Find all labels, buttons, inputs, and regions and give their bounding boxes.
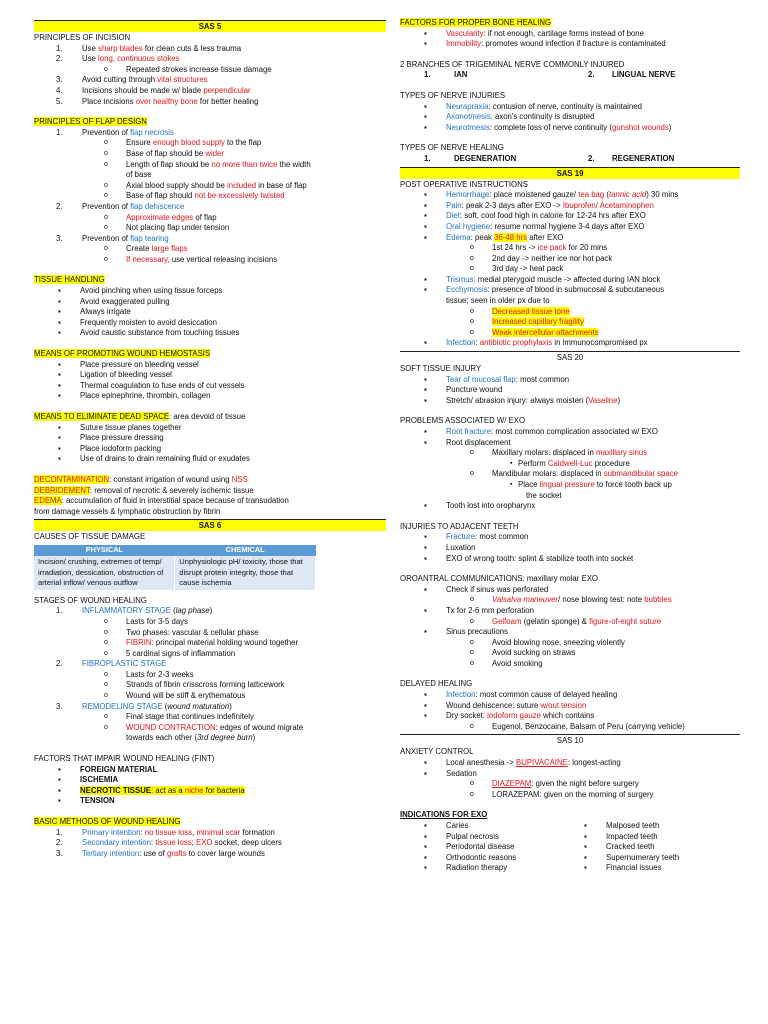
- postop-diet: ▪ Diet: soft, cool food high in calorie for 12-24 hrs after EXO: [400, 211, 740, 222]
- indication-item: ▪ Caries: [400, 821, 560, 832]
- soft-item-2: ▪ Puncture wound: [400, 385, 740, 396]
- heading-anxiety: ANXIETY CONTROL: [400, 747, 474, 757]
- trigeminal-row: 1. IAN 2. LINGUAL NERVE: [424, 70, 676, 80]
- stage-2: 2. FIBROPLASTIC STAGE: [56, 659, 167, 669]
- deadspace-item: ▪ Use of drains to drain remaining fluid or exudates: [34, 454, 386, 465]
- bone-item-1: ▪ Vascularity: if not enough, cartilage forms instead of bone: [400, 29, 740, 40]
- postop-ecchymosis-cont: tissue; seen in older px due to: [446, 296, 550, 306]
- hemostasis-item: ▪ Ligation of bleeding vessel: [34, 370, 386, 381]
- section-bar-sas20: SAS 20: [400, 351, 740, 363]
- nerve-injury-3: ▪ Neurotmesis: complete loss of nerve continuity (gunshot wounds): [400, 123, 740, 134]
- section-bar-sas10: SAS 10: [400, 734, 740, 746]
- flap-item-1b: o Base of flap should be wider: [34, 149, 386, 160]
- problem-maxillary: o Maxillary molars: displaced in maxillary sinus: [400, 448, 740, 459]
- ecchymosis-cause-2: o Increased capillary fragility: [400, 317, 740, 328]
- postop-ecchymosis: ▪ Ecchymosis: presence of blood in submucosal & subcutaneous: [400, 285, 740, 296]
- tissue-damage-table: [34, 545, 316, 590]
- heading-wound-healing: STAGES OF WOUND HEALING: [34, 595, 147, 605]
- hemostasis-item: ▪ Thermal coagulation to fuse ends of cut vessels: [34, 381, 386, 392]
- flap-item-1c: o Length of flap should be no more than twice the width: [34, 160, 386, 171]
- problem-mandibular-tx: ▪ Place lingual pressure to force tooth back up: [400, 480, 740, 491]
- impair-necrotic: ▪ NECROTIC TISSUE: act as a niche for bacteria: [34, 786, 386, 797]
- stage-3b: o WOUND CONTRACTION: edges of wound migrate: [34, 723, 386, 734]
- ecchymosis-cause-3: o Weak intercellular attachments: [400, 328, 740, 339]
- flap-item-2a: o Approximate edges of flap: [34, 213, 386, 224]
- section-bar-sas6: SAS 6: [34, 519, 386, 531]
- nerve-lingual: LINGUAL NERVE: [612, 70, 676, 80]
- deadspace-item: ▪ Place pressure dressing: [34, 433, 386, 444]
- flap-item-3b: o If necessary, use vertical releasing incisions: [34, 255, 386, 266]
- dry-socket-contents: o Eugenol, Benzocaine, Balsam of Peru (carrying vehicle): [400, 722, 740, 733]
- incision-item-2a: o Repeated strokes increase tissue damage: [34, 65, 386, 76]
- section-bar-sas5: SAS 5: [34, 20, 386, 32]
- delayed-dry-socket: ▪ Dry socket: iodoform gauze which contains: [400, 711, 740, 722]
- cell-physical: Incision/ crushing, extremes of temp/ irradiation, dessication, obstruction of arterial inflow/ venous outflow: [34, 556, 175, 590]
- delayed-dehiscence: ▪ Wound dehiscence: suture w/out tension: [400, 701, 740, 712]
- indication-item: ▪ Orthodontic reasons: [400, 853, 560, 864]
- nerve-ian: IAN: [454, 70, 468, 80]
- heading-flap-design: PRINCIPLES OF FLAP DESIGN: [34, 117, 147, 127]
- heading-adjacent: INJURIES TO ADJACENT TEETH: [400, 521, 519, 531]
- heading-incision: PRINCIPLES OF INCISION: [34, 33, 131, 42]
- incision-item-2: 2. Use long, continuous stokes: [56, 54, 180, 64]
- handling-item: ▪ Always irrigate: [34, 307, 386, 318]
- incision-item-4: 4. Incisions should be made w/ blade perpendicular: [56, 85, 251, 95]
- stage-1a: o Lasts for 3-5 days: [34, 617, 386, 628]
- flap-item-3a: o Create large flaps: [34, 244, 386, 255]
- col-physical: PHYSICAL: [34, 545, 175, 556]
- heading-indications: INDICATIONS FOR EXO: [400, 810, 488, 820]
- postop-hemorrhage: ▪ Hemorrhage: place moistened gauze/ tea bag (tannic acid) 30 mins: [400, 190, 740, 201]
- incision-item-3: 3. Avoid cutting through vital structures: [56, 75, 208, 85]
- edema-day-1: o 1st 24 hrs -> ice pack for 20 mins: [400, 243, 740, 254]
- adjacent-fracture: ▪ Fracture: most common: [400, 532, 740, 543]
- incision-item-1: 1. Use sharp blades for clean cuts & less trauma: [56, 43, 242, 53]
- stage-1: 1. INFLAMMATORY STAGE (lag phase): [56, 606, 213, 616]
- adjacent-wrong-tooth: ▪ EXO of wrong tooth: splint & stabilize tooth into socket: [400, 554, 740, 565]
- indication-item: ▪ Cracked teeth: [560, 842, 720, 853]
- heading-soft-tissue: SOFT TISSUE INJURY: [400, 364, 482, 374]
- stage-1c: o FIBRIN: principal material holding wound together: [34, 638, 386, 649]
- heading-postop: POST OPERATIVE INSTRUCTIONS: [400, 179, 528, 189]
- def-edema-cont: from damage vessels & lymphatic obstruction by fibrin: [34, 506, 221, 516]
- flap-item-1d: o Axial blood supply should be included in base of flap: [34, 181, 386, 192]
- handling-item: ▪ Avoid caustic substance from touching tissues: [34, 328, 386, 339]
- indication-item: ▪ Pulpal necrosis: [400, 832, 560, 843]
- heading-hemostasis: MEANS OF PROMOTING WOUND HEMOSTASIS: [34, 349, 211, 359]
- def-edema: EDEMA: accumulation of fluid in interstitial space because of transudation: [34, 496, 289, 506]
- flap-item-2b: o Not placing flap under tension: [34, 223, 386, 234]
- impair-tension: ▪ TENSION: [34, 796, 386, 807]
- problem-root-displacement: ▪ Root displacement: [400, 438, 740, 449]
- indication-item: ▪ Radiation therapy: [400, 863, 560, 874]
- heading-delayed: DELAYED HEALING: [400, 679, 473, 689]
- deadspace-item: ▪ Place iodoform packing: [34, 444, 386, 455]
- impair-foreign: ▪ FOREIGN MATERIAL: [34, 765, 386, 776]
- hemostasis-item: ▪ Place epinephrine, thrombin, collagen: [34, 391, 386, 402]
- def-decontamination: DECONTAMINATION: constant irrigation of wound using NSS: [34, 474, 248, 484]
- indication-item: ▪ Supernumerary teeth: [560, 853, 720, 864]
- indications-list: [400, 821, 740, 874]
- def-debridement: DEBRIDEMENT: removal of necrotic & severely ischemic tissue: [34, 485, 254, 495]
- postop-trismus: ▪ Trismus: medial pterygoid muscle -> affected during IAN block: [400, 275, 740, 286]
- anxiety-sedation: ▪ Sedation: [400, 769, 740, 780]
- oroantral-check: ▪ Check if sinus was perforated: [400, 585, 740, 596]
- indication-item: ▪ Periodontal disease: [400, 842, 560, 853]
- postop-oral-hygiene: ▪ Oral hygiene: resume normal hygiene 3-4 days after EXO: [400, 222, 740, 233]
- heading-nerve-injuries: TYPES OF NERVE INJURIES: [400, 90, 506, 100]
- oroantral-gelfoam: o Gelfoam (gelatin sponge) & figure-of-eight suture: [400, 617, 740, 628]
- problem-mandibular: o Mandibular molars: displaced in submandibular space: [400, 469, 740, 480]
- sedation-lorazepam: o LORAZEPAM: given on the morning of surgery: [400, 790, 740, 801]
- stage-3a: o Final stage that continues indefinitely: [34, 712, 386, 723]
- left-column: [34, 18, 386, 859]
- edema-day-2: o 2nd day -> neither ice nor hot pack: [400, 254, 740, 265]
- method-3: 3. Tertiary intention: use of grafts to cover large wounds: [56, 848, 265, 858]
- impair-ischemia: ▪ ISCHEMIA: [34, 775, 386, 786]
- handling-item: ▪ Avoid pinching when using tissue forceps: [34, 286, 386, 297]
- indication-item: ▪ Malposed teeth: [560, 821, 720, 832]
- stage-3: 3. REMODELING STAGE (wound maturation): [56, 701, 232, 711]
- edema-day-3: o 3rd day -> heat pack: [400, 264, 740, 275]
- oroantral-tx: ▪ Tx for 2-6 mm perforation: [400, 606, 740, 617]
- indication-item: ▪ Financial issues: [560, 863, 720, 874]
- stage-2a: o Lasts for 2-3 weeks: [34, 670, 386, 681]
- deadspace-item: ▪ Suture tissue planes together: [34, 423, 386, 434]
- flap-item-2: 2. Prevention of flap dehiscence: [56, 201, 185, 211]
- flap-item-1e: o Base of flap should not be excessively twisted: [34, 191, 386, 202]
- problem-oropharynx: ▪ Tooth lost into oropharynx: [400, 501, 740, 512]
- heading-tissue-damage: CAUSES OF TISSUE DAMAGE: [34, 532, 146, 542]
- problem-maxillary-tx: ▪ Perform Caldwell-Luc procedure: [400, 459, 740, 470]
- healing-degeneration: DEGENERATION: [454, 153, 517, 163]
- flap-item-1a: o Ensure enough blood supply to the flap: [34, 138, 386, 149]
- precaution-1: o Avoid blowing nose, sneezing violently: [400, 638, 740, 649]
- adjacent-luxation: ▪ Luxation: [400, 543, 740, 554]
- flap-item-3: 3. Prevention of flap tearing: [56, 233, 169, 243]
- stage-2c: o Wound will be stiff & erythematous: [34, 691, 386, 702]
- sedation-diazepam: o DIAZEPAM: given the night before surgery: [400, 779, 740, 790]
- indication-item: ▪ Impacted teeth: [560, 832, 720, 843]
- flap-item-1: 1. Prevention of flap necrosis: [56, 127, 174, 137]
- problem-mandibular-tx-cont: the socket: [526, 490, 562, 500]
- method-2: 2. Secondary intention: tissue loss; EXO socket, deep ulcers: [56, 838, 282, 848]
- method-1: 1. Primary intention: no tissue loss, minimal scar formation: [56, 827, 275, 837]
- postop-edema: ▪ Edema: peak 36-48 hrs after EXO: [400, 233, 740, 244]
- right-column: [400, 18, 740, 874]
- heading-methods: BASIC METHODS OF WOUND HEALING: [34, 817, 181, 826]
- stage-1d: o 5 cardinal signs of inflammation: [34, 649, 386, 660]
- oroantral-precautions: ▪ Sinus precautions: [400, 627, 740, 638]
- handling-item: ▪ Frequently moisten to avoid desiccation: [34, 318, 386, 329]
- nerve-injury-1: ▪ Neurapraxia: contusion of nerve, continuity is maintained: [400, 102, 740, 113]
- section-bar-sas19: SAS 19: [400, 167, 740, 179]
- heading-oroantral: OROANTRAL COMMUNICATIONS: maxillary molar EXO: [400, 574, 598, 584]
- delayed-infection: ▪ Infection: most common cause of delayed healing: [400, 690, 740, 701]
- precaution-2: o Avoid sucking on straws: [400, 648, 740, 659]
- problem-root-fracture: ▪ Root fracture: most common complication associated w/ EXO: [400, 427, 740, 438]
- soft-item-1: ▪ Tear of mucosal flap: most common: [400, 375, 740, 386]
- handling-item: ▪ Avoid exaggerated pulling: [34, 297, 386, 308]
- postop-pain: ▪ Pain: peak 2-3 days after EXO -> Ibuprofen/ Acetaminophen: [400, 201, 740, 212]
- nerve-injury-2: ▪ Axonotmesis: axon's continuity is disrupted: [400, 112, 740, 123]
- flap-item-1c-cont: of base: [126, 170, 152, 180]
- hemostasis-item: ▪ Place pressure on bleeding vessel: [34, 360, 386, 371]
- bone-item-2: ▪ Immobility: promotes wound infection if fracture is contaminated: [400, 39, 740, 50]
- col-chemical: CHEMICAL: [175, 545, 316, 556]
- healing-regeneration: REGENERATION: [612, 153, 675, 163]
- precaution-3: o Avoid smoking: [400, 659, 740, 670]
- heading-impair: FACTORS THAT IMPAIR WOUND HEALING (FINT): [34, 754, 215, 764]
- stage-2b: o Strands of fibrin crisscross forming latticework: [34, 680, 386, 691]
- stage-3b-cont: towards each other (3rd degree burn): [126, 733, 256, 743]
- cell-chemical: Unphysiologic pH/ toxicity, those that disrupt protein integrity, those that cause ischemia: [175, 556, 316, 590]
- incision-item-5: 5. Place incisions over healthy bone for better healing: [56, 96, 259, 106]
- heading-bone-healing: FACTORS FOR PROPER BONE HEALING: [400, 18, 552, 27]
- heading-tissue-handling: TISSUE HANDLING: [34, 275, 105, 285]
- stage-1b: o Two phases: vascular & cellular phase: [34, 628, 386, 639]
- heading-nerve-healing: TYPES OF NERVE HEALING: [400, 143, 504, 153]
- heading-dead-space: MEANS TO ELIMINATE DEAD SPACE: area devoid of tissue: [34, 412, 246, 421]
- oroantral-valsalva: o Valsalva maneuver/ nose blowing test: note bubbles: [400, 595, 740, 606]
- ecchymosis-cause-1: o Decreased tissue tone: [400, 307, 740, 318]
- postop-infection: ▪ Infection: antibiotic prophylaxis in immunocompromised px: [400, 338, 740, 349]
- heading-problems: PROBLEMS ASSOCIATED W/ EXO: [400, 416, 526, 426]
- anxiety-local: ▪ Local anesthesia -> BUPIVACAINE: longest-acting: [400, 758, 740, 769]
- heading-trigeminal: 2 BRANCHES OF TRIGEMINAL NERVE COMMONLY INJURED: [400, 59, 625, 69]
- soft-item-3: ▪ Stretch/ abrasion injury: always moisten (Vaseline): [400, 396, 740, 407]
- nerve-healing-row: 1. DEGENERATION 2. REGENERATION: [424, 153, 675, 163]
